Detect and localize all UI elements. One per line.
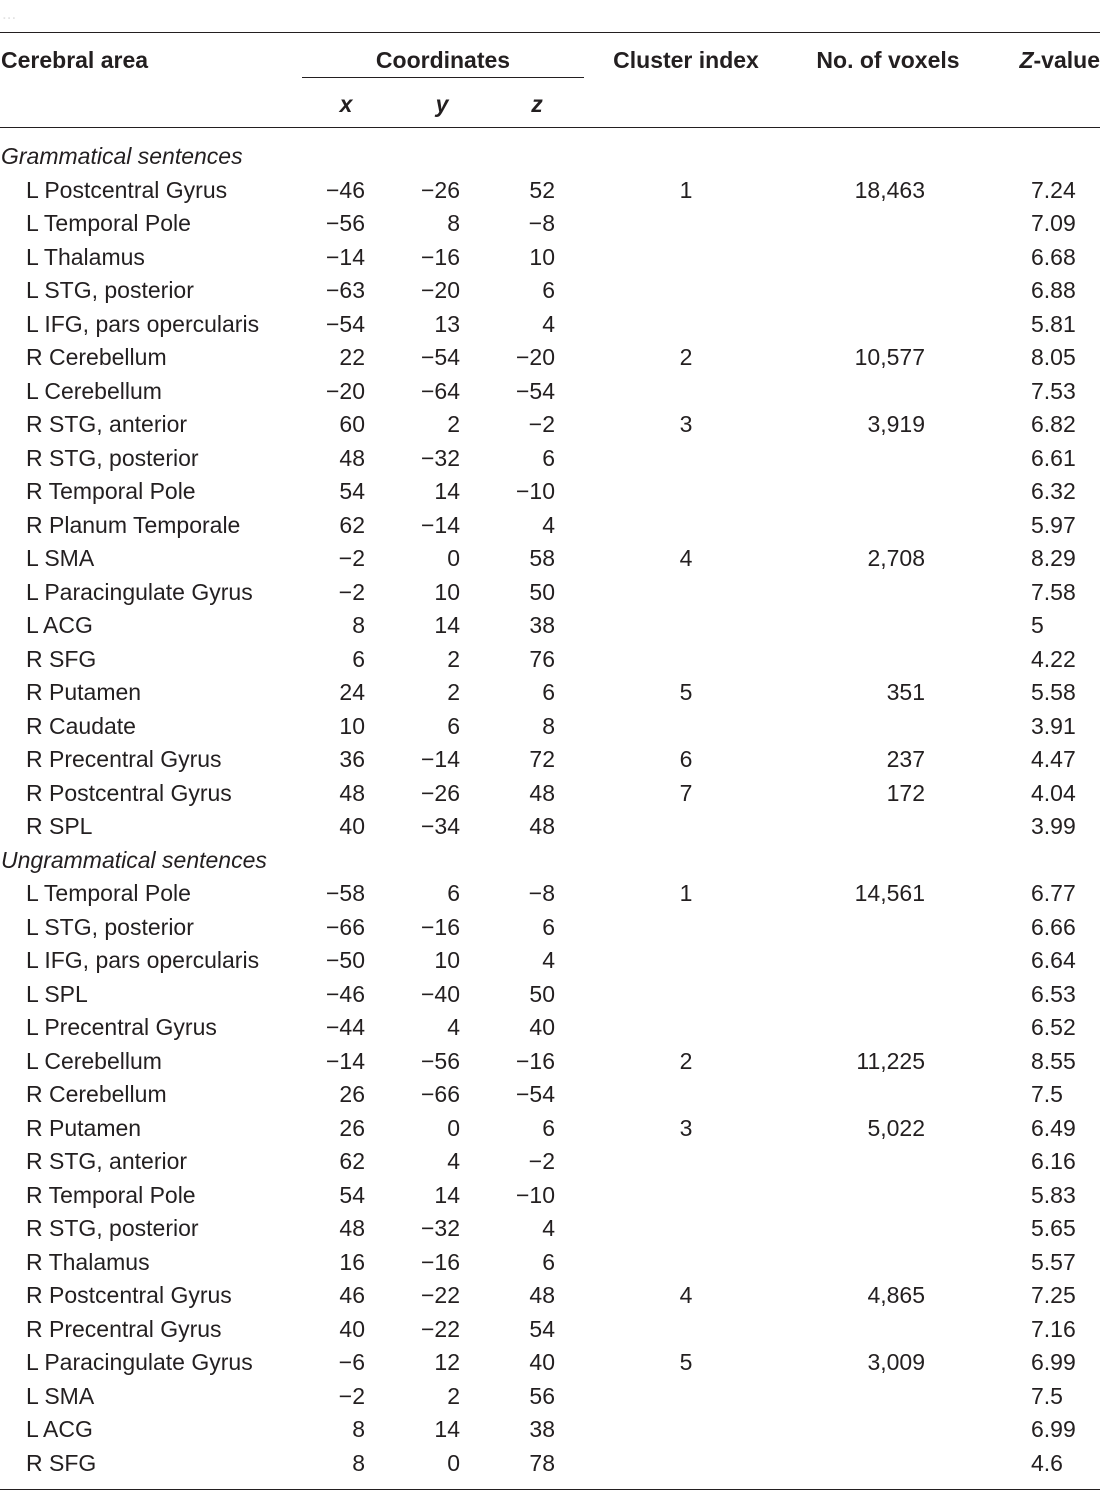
table-row (0, 911, 1100, 945)
cell-area: R STG, posterior (26, 444, 199, 471)
header-cluster-index: Cluster index (613, 47, 759, 73)
cell-y: 10 (434, 947, 460, 973)
cell-z: 6 (542, 1248, 555, 1275)
cell-voxels: 18,463 (854, 176, 925, 203)
cell-x: 36 (339, 746, 365, 772)
cell-z-value: 6.66 (1031, 913, 1076, 940)
table-row (0, 1380, 1100, 1414)
cell-area: R Temporal Pole (26, 1181, 196, 1208)
cell-x: −2 (338, 545, 365, 571)
table-row (0, 509, 1100, 543)
cell-x: −20 (325, 377, 365, 404)
cell-x: 60 (339, 411, 365, 437)
cell-y: 10 (434, 578, 460, 605)
cell-cluster-index: 2 (679, 344, 693, 370)
cell-y: 2 (447, 645, 460, 672)
cell-y: 0 (447, 1114, 460, 1141)
cell-x: 22 (339, 344, 365, 370)
cell-y: −22 (420, 1315, 460, 1342)
table-top-rule (0, 32, 1100, 33)
cell-area: L SMA (26, 1382, 95, 1409)
cell-voxels: 5,022 (867, 1114, 925, 1141)
cell-x: −14 (325, 243, 365, 270)
cell-y: 14 (434, 478, 460, 504)
cell-z-value: 6.61 (1031, 444, 1076, 471)
cell-x: −56 (325, 210, 365, 236)
cell-x: 6 (352, 645, 365, 672)
cell-z: 10 (529, 243, 555, 270)
cell-y: −26 (420, 779, 460, 806)
cell-z-value: 7.58 (1031, 578, 1076, 605)
cell-z: −10 (515, 478, 555, 504)
cell-area: R Postcentral Gyrus (26, 779, 232, 806)
cell-x: 54 (339, 1181, 365, 1208)
table-row (0, 743, 1100, 777)
cell-z-value: 6.16 (1031, 1148, 1076, 1174)
cell-area: R Thalamus (26, 1248, 150, 1275)
header-z-value (1000, 46, 1100, 74)
cell-z-value: 8.29 (1031, 545, 1076, 571)
table-row (0, 944, 1100, 978)
cell-x: 46 (339, 1282, 365, 1308)
cell-z: 4 (542, 1215, 555, 1241)
cell-area: R STG, posterior (26, 1215, 199, 1241)
cell-x: −2 (338, 578, 365, 605)
cell-x: −6 (338, 1349, 365, 1375)
header-z: z (531, 91, 543, 117)
cell-z-value: 5.65 (1031, 1215, 1076, 1241)
cell-x: 48 (339, 1215, 365, 1241)
cell-z: 8 (542, 712, 555, 739)
cell-x: 10 (339, 712, 365, 739)
cell-area: R Putamen (26, 679, 142, 705)
table-row (0, 1112, 1100, 1146)
cell-y: −14 (420, 511, 460, 538)
header-coordinates: Coordinates (375, 47, 511, 73)
table-row (0, 1045, 1100, 1079)
cell-y: −22 (420, 1282, 460, 1308)
cell-x: 48 (339, 444, 365, 471)
table-row (0, 609, 1100, 643)
cell-area: L IFG, pars opercularis (26, 310, 260, 337)
cell-y: −40 (420, 980, 460, 1007)
cell-z: 48 (529, 813, 555, 839)
cell-area: L ACG (26, 612, 93, 638)
cell-z: −10 (515, 1181, 555, 1208)
cell-area: R Cerebellum (26, 344, 167, 370)
cell-z-value: 6.88 (1031, 277, 1076, 303)
cell-cluster-index: 3 (679, 1114, 693, 1141)
cell-x: −54 (325, 310, 365, 337)
table-row (0, 542, 1100, 576)
cell-x: −46 (325, 980, 365, 1007)
cell-cluster-index: 5 (679, 679, 693, 705)
cell-z-value: 5 (1031, 612, 1044, 638)
cell-area: L SMA (26, 545, 95, 571)
cell-z: 54 (529, 1315, 555, 1342)
cell-y: 13 (434, 310, 460, 337)
cell-x: −58 (325, 880, 365, 906)
cell-x: 40 (339, 1315, 365, 1342)
cell-x: −2 (338, 1382, 365, 1409)
cell-z-value: 7.24 (1031, 176, 1076, 203)
cell-z: 38 (529, 612, 555, 638)
table-bottom-rule (0, 1489, 1100, 1490)
cell-y: 2 (447, 1382, 460, 1409)
header-y: y (435, 91, 449, 117)
cell-voxels: 11,225 (856, 1047, 925, 1074)
cell-z-value: 4.22 (1031, 645, 1076, 672)
cell-z: 38 (529, 1416, 555, 1442)
section-header-row (0, 140, 1100, 174)
table-row (0, 1179, 1100, 1213)
cell-z-value: 4.47 (1031, 746, 1076, 772)
cell-x: −66 (325, 913, 365, 940)
cell-y: −32 (420, 1215, 460, 1241)
table-body (0, 140, 1100, 1480)
cell-y: −16 (420, 1248, 460, 1275)
cell-z-value: 6.99 (1031, 1416, 1076, 1442)
cell-area: R Postcentral Gyrus (26, 1282, 232, 1308)
table-row (0, 1313, 1100, 1347)
cell-z-value: 7.5 (1031, 1081, 1063, 1107)
cell-x: 8 (352, 612, 365, 638)
cell-z-value: 5.57 (1031, 1248, 1076, 1275)
cell-x: 48 (339, 779, 365, 806)
cell-z: 4 (542, 511, 555, 538)
cell-x: −63 (325, 277, 365, 303)
cell-area: L Precentral Gyrus (26, 1014, 217, 1040)
cell-z: 50 (529, 578, 555, 605)
cell-z-value: 6.77 (1031, 880, 1076, 906)
table-row (0, 1145, 1100, 1179)
cell-y: 8 (447, 210, 460, 236)
cell-voxels: 2,708 (867, 545, 925, 571)
cell-z: 48 (529, 1282, 555, 1308)
cell-z: 4 (542, 310, 555, 337)
cell-area: L Postcentral Gyrus (26, 176, 228, 203)
cell-area: R Cerebellum (26, 1081, 167, 1107)
cell-y: −16 (420, 913, 460, 940)
cell-cluster-index: 1 (679, 880, 693, 906)
cell-y: −20 (420, 277, 460, 303)
cell-z-value: 5.97 (1031, 511, 1076, 538)
table-row (0, 1212, 1100, 1246)
cell-x: 26 (339, 1081, 365, 1107)
table-row (0, 1279, 1100, 1313)
cell-area: L STG, posterior (26, 913, 194, 940)
cell-area: L IFG, pars opercularis (26, 947, 260, 973)
cell-z: −16 (515, 1047, 555, 1074)
table-row (0, 308, 1100, 342)
cell-y: 0 (447, 545, 460, 571)
cell-cluster-index: 5 (679, 1349, 693, 1375)
cell-x: 62 (339, 1148, 365, 1174)
cell-x: 24 (339, 679, 365, 705)
cell-y: −66 (420, 1081, 460, 1107)
cell-area: L Temporal Pole (26, 880, 191, 906)
cell-x: −50 (325, 947, 365, 973)
cell-area: L ACG (26, 1416, 93, 1442)
cell-x: 26 (339, 1114, 365, 1141)
cell-voxels: 3,009 (867, 1349, 925, 1375)
cell-voxels: 237 (886, 746, 925, 772)
table-row (0, 1346, 1100, 1380)
section-title: Ungrammatical sentences (1, 846, 267, 873)
cell-z: 56 (529, 1382, 555, 1409)
cell-area: R SFG (26, 645, 97, 672)
table-row (0, 341, 1100, 375)
cell-z-value: 7.25 (1031, 1282, 1076, 1308)
cell-x: −14 (325, 1047, 365, 1074)
cell-area: L Paracingulate Gyrus (26, 578, 253, 605)
cell-z-value: 3.91 (1031, 712, 1076, 739)
cell-z-value: 5.58 (1031, 679, 1076, 705)
cell-z: 6 (542, 277, 555, 303)
cell-z: 50 (529, 980, 555, 1007)
cell-z-value: 6.82 (1031, 411, 1076, 437)
cell-z-value: 6.32 (1031, 478, 1076, 504)
cell-y: 14 (434, 1416, 460, 1442)
cell-z-value: 6.99 (1031, 1349, 1076, 1375)
cell-z: 40 (529, 1349, 555, 1375)
cell-z-value: 6.52 (1031, 1014, 1076, 1040)
table-row (0, 1246, 1100, 1280)
cell-area: R SFG (26, 1449, 97, 1476)
cell-z-value: 4.6 (1031, 1449, 1063, 1476)
cell-area: R Precentral Gyrus (26, 1315, 222, 1342)
table-row (0, 810, 1100, 844)
cell-x: 8 (352, 1416, 365, 1442)
cell-z: 6 (542, 913, 555, 940)
table-row (0, 777, 1100, 811)
cell-y: 2 (447, 679, 460, 705)
cell-z-value: 7.16 (1031, 1315, 1076, 1342)
cell-x: 40 (339, 813, 365, 839)
cell-y: 14 (434, 612, 460, 638)
cell-z: 40 (529, 1014, 555, 1040)
table-row (0, 442, 1100, 476)
cell-y: −56 (420, 1047, 460, 1074)
cell-area: L STG, posterior (26, 277, 194, 303)
table-row (0, 978, 1100, 1012)
coordinates-span-rule (302, 77, 584, 78)
cell-voxels: 4,865 (867, 1282, 925, 1308)
cell-area: R Precentral Gyrus (26, 746, 222, 772)
table-row (0, 710, 1100, 744)
cell-z: 52 (529, 176, 555, 203)
cell-z-value: 6.64 (1031, 947, 1076, 973)
cell-z: 6 (542, 679, 555, 705)
table-row (0, 676, 1100, 710)
header-cerebral-area: Cerebral area (1, 47, 149, 73)
cell-z: 58 (529, 545, 555, 571)
cell-area: R Putamen (26, 1114, 142, 1141)
cell-area: L Paracingulate Gyrus (26, 1349, 253, 1375)
cell-area: R STG, anterior (26, 411, 188, 437)
table-row (0, 475, 1100, 509)
table-row (0, 375, 1100, 409)
cell-z: 4 (542, 947, 555, 973)
table-row (0, 643, 1100, 677)
cell-cluster-index: 2 (679, 1047, 693, 1074)
cell-area: L Thalamus (26, 243, 145, 270)
cell-z-value: 7.09 (1031, 210, 1076, 236)
cell-z: 78 (529, 1449, 555, 1476)
cell-y: 6 (447, 880, 460, 906)
cell-z-value: 7.5 (1031, 1382, 1063, 1409)
table-row (0, 1011, 1100, 1045)
cell-area: L Temporal Pole (26, 210, 191, 236)
table-row (0, 408, 1100, 442)
cell-x: 54 (339, 478, 365, 504)
cell-area: R Planum Temporale (26, 511, 241, 538)
cell-z: −2 (528, 411, 555, 437)
cell-y: −64 (420, 377, 460, 404)
cell-z: 76 (529, 645, 555, 672)
cell-z: −54 (515, 1081, 555, 1107)
cell-z-value: 8.55 (1031, 1047, 1076, 1074)
cell-x: −44 (325, 1014, 365, 1040)
cell-y: −32 (420, 444, 460, 471)
header-z-value-italic: Z (1019, 47, 1034, 73)
cell-y: 0 (447, 1449, 460, 1476)
cell-z: 6 (542, 1114, 555, 1141)
table-row (0, 877, 1100, 911)
cell-z: −54 (515, 377, 555, 404)
cell-z: 72 (529, 746, 555, 772)
cell-z: −20 (515, 344, 555, 370)
header-x: x (339, 91, 353, 117)
table-row (0, 1078, 1100, 1112)
cell-cluster-index: 1 (679, 176, 693, 203)
table-row (0, 1447, 1100, 1481)
cell-x: 16 (339, 1248, 365, 1275)
table-row (0, 241, 1100, 275)
cell-z-value: 7.53 (1031, 377, 1076, 404)
table-row (0, 1413, 1100, 1447)
cell-x: −46 (325, 176, 365, 203)
cell-cluster-index: 4 (679, 1282, 693, 1308)
cell-y: −34 (420, 813, 460, 839)
section-title: Grammatical sentences (1, 143, 243, 169)
cell-voxels: 172 (886, 779, 925, 806)
cell-z-value: 3.99 (1031, 813, 1076, 839)
cell-z: 6 (542, 444, 555, 471)
cell-z-value: 6.53 (1031, 980, 1076, 1007)
cell-z: −8 (528, 880, 555, 906)
cell-area: R SPL (26, 813, 93, 839)
cell-area: R STG, anterior (26, 1148, 188, 1174)
cell-z-value: 4.04 (1031, 779, 1076, 806)
cell-area: L SPL (26, 980, 88, 1007)
cell-z-value: 8.05 (1031, 344, 1076, 370)
cell-z: 48 (529, 779, 555, 806)
header-z-value-rest: -value (1033, 47, 1100, 73)
cell-y: −54 (420, 344, 460, 370)
cell-area: R Caudate (26, 712, 136, 739)
table-row (0, 207, 1100, 241)
cell-voxels: 10,577 (854, 344, 925, 370)
cell-y: 4 (447, 1148, 460, 1174)
table-row (0, 576, 1100, 610)
cell-area: L Cerebellum (26, 1047, 162, 1074)
cell-x: 8 (352, 1449, 365, 1476)
cell-cluster-index: 4 (679, 545, 693, 571)
cell-y: 6 (447, 712, 460, 739)
cell-cluster-index: 7 (679, 779, 693, 806)
cell-x: 62 (339, 511, 365, 538)
table-row (0, 174, 1100, 208)
cell-cluster-index: 6 (679, 746, 693, 772)
cell-y: 4 (447, 1014, 460, 1040)
cell-y: −26 (420, 176, 460, 203)
section-header-row (0, 844, 1100, 878)
cell-z-value: 6.49 (1031, 1114, 1076, 1141)
cell-y: −16 (420, 243, 460, 270)
header-bottom-rule (0, 127, 1100, 128)
cell-area: L Cerebellum (26, 377, 162, 404)
cell-cluster-index: 3 (679, 411, 693, 437)
cell-z-value: 6.68 (1031, 243, 1076, 270)
cell-z-value: 5.83 (1031, 1181, 1076, 1208)
cell-z-value: 5.81 (1031, 310, 1076, 337)
cell-z: −2 (528, 1148, 555, 1174)
cell-y: 2 (447, 411, 460, 437)
cell-z: −8 (528, 210, 555, 236)
cell-voxels: 351 (886, 679, 925, 705)
table-row (0, 274, 1100, 308)
cell-area: R Temporal Pole (26, 478, 196, 504)
cell-y: −14 (420, 746, 460, 772)
cell-voxels: 14,561 (854, 880, 925, 906)
header-no-of-voxels: No. of voxels (816, 47, 960, 73)
cell-y: 14 (434, 1181, 460, 1208)
cell-y: 12 (434, 1349, 460, 1375)
cell-voxels: 3,919 (867, 411, 925, 437)
caption-fragment: ... (2, 4, 17, 23)
